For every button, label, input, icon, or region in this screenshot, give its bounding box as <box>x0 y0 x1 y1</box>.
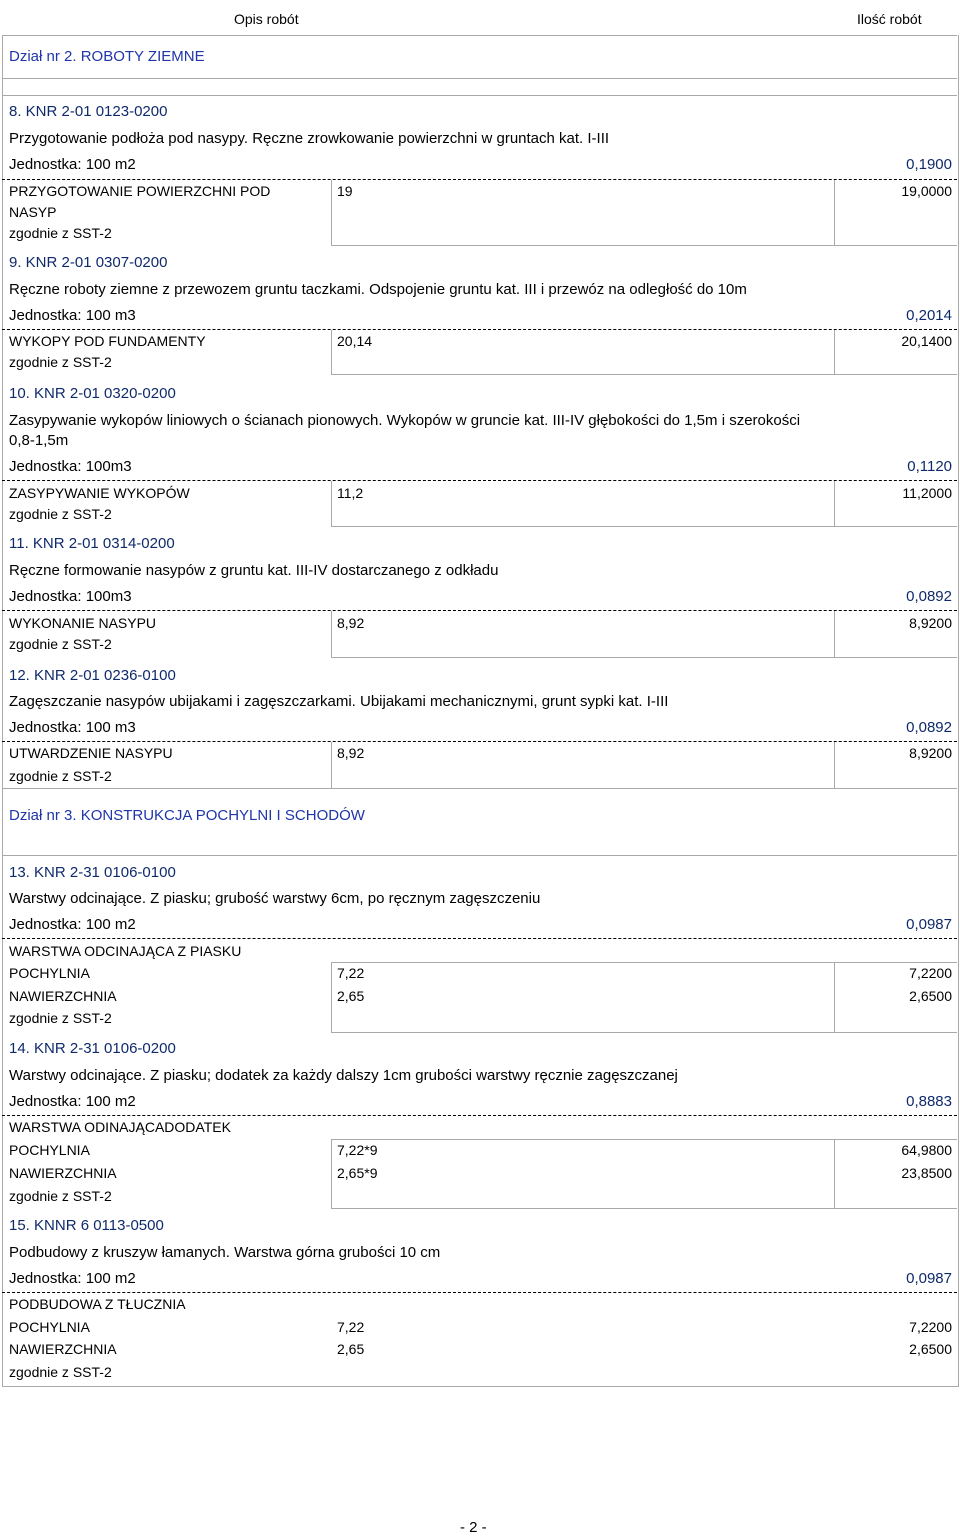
item-code: 15. KNNR 6 0113-0500 <box>9 1217 164 1234</box>
measure-name: NAWIERZCHNIA <box>9 1341 117 1357</box>
measure-formula: 2,65 <box>337 988 365 1004</box>
divider <box>834 1139 835 1209</box>
unit-label: Jednostka: 100 m2 <box>9 1270 136 1287</box>
dashed-separator <box>2 179 957 180</box>
divider <box>331 962 332 1033</box>
divider <box>834 330 835 375</box>
measure-value: 7,2200 <box>909 1319 952 1335</box>
item-note: zgodnie z SST-2 <box>9 354 112 370</box>
divider <box>331 611 332 658</box>
measure-value: 19,0000 <box>901 183 952 199</box>
dashed-separator <box>2 329 957 330</box>
measure-value: 8,9200 <box>909 615 952 631</box>
measure-formula: 7,22 <box>337 965 365 981</box>
unit-quantity: 0,0892 <box>906 588 952 605</box>
measure-value: 7,2200 <box>909 965 952 981</box>
divider <box>331 180 332 246</box>
measure-name: WYKOPY POD FUNDAMENTY <box>9 333 206 349</box>
divider <box>834 481 835 527</box>
item-description-cont: 0,8-1,5m <box>9 432 69 449</box>
item-note: zgodnie z SST-2 <box>9 1010 112 1026</box>
measure-formula: 8,92 <box>337 615 365 631</box>
col-qty-header: Ilość robót <box>857 11 922 27</box>
measure-name: PODBUDOWA Z TŁUCZNIA <box>9 1296 186 1312</box>
measure-value: 8,9200 <box>909 745 952 761</box>
measure-formula: 20,14 <box>337 333 373 349</box>
unit-label: Jednostka: 100 m2 <box>9 916 136 933</box>
unit-label: Jednostka: 100m3 <box>9 588 132 605</box>
divider <box>2 95 957 96</box>
page-number: - 2 - <box>460 1519 487 1536</box>
measure-value: 2,6500 <box>909 988 952 1004</box>
divider <box>834 180 835 246</box>
unit-quantity: 0,0987 <box>906 1270 952 1287</box>
unit-quantity: 0,0892 <box>906 719 952 736</box>
dashed-separator <box>2 741 957 742</box>
divider <box>331 526 957 527</box>
item-description: Zagęszczanie nasypów ubijakami i zagęszczarkami. Ubijakami mechanicznymi, grunt sypki kat. I-III <box>9 693 669 710</box>
unit-label: Jednostka: 100 m3 <box>9 719 136 736</box>
measure-formula: 19 <box>337 183 353 199</box>
item-description: Ręczne formowanie nasypów z gruntu kat. III-IV dostarczanego z odkładu <box>9 562 499 579</box>
divider <box>2 35 957 36</box>
cost-table <box>2 35 959 1387</box>
divider <box>331 1139 332 1209</box>
divider <box>2 78 957 79</box>
divider <box>331 1139 957 1140</box>
measure-name: ZASYPYWANIE WYKOPÓW <box>9 485 190 501</box>
divider <box>834 611 835 658</box>
measure-formula: 2,65*9 <box>337 1165 378 1181</box>
measure-value: 64,9800 <box>901 1142 952 1158</box>
item-description: Przygotowanie podłoża pod nasypy. Ręczne zrowkowanie powierzchni w gruntach kat. I-III <box>9 130 610 147</box>
measure-name: PRZYGOTOWANIE POWIERZCHNI POD <box>9 183 271 199</box>
divider <box>2 855 957 856</box>
divider <box>834 962 835 1033</box>
item-note: zgodnie z SST-2 <box>9 225 112 241</box>
divider <box>331 657 957 658</box>
unit-quantity: 0,2014 <box>906 307 952 324</box>
dashed-separator <box>2 480 957 481</box>
divider <box>331 1208 957 1209</box>
measure-name: WARSTWA ODCINAJĄCA Z PIASKU <box>9 943 242 959</box>
measure-name: WARSTWA ODINAJĄCADODATEK <box>9 1119 231 1135</box>
unit-label: Jednostka: 100m3 <box>9 458 132 475</box>
unit-quantity: 0,1120 <box>907 458 952 475</box>
col-desc-header: Opis robót <box>234 11 299 27</box>
item-code: 12. KNR 2-01 0236-0100 <box>9 667 176 684</box>
divider <box>331 330 332 375</box>
measure-value: 20,1400 <box>901 333 952 349</box>
dashed-separator <box>2 938 957 939</box>
measure-formula: 8,92 <box>337 745 365 761</box>
item-code: 8. KNR 2-01 0123-0200 <box>9 103 168 120</box>
item-code: 9. KNR 2-01 0307-0200 <box>9 254 168 271</box>
unit-label: Jednostka: 100 m2 <box>9 1093 136 1110</box>
measure-name: NAWIERZCHNIA <box>9 1165 117 1181</box>
measure-name: NASYP <box>9 204 57 220</box>
unit-label: Jednostka: 100 m3 <box>9 307 136 324</box>
item-description: Zasypywanie wykopów liniowych o ścianach pionowych. Wykopów w gruncie kat. III-IV głębokości do 1,5m i szerokości <box>9 412 801 429</box>
divider <box>331 481 332 527</box>
item-code: 11. KNR 2-01 0314-0200 <box>9 535 175 552</box>
item-note: zgodnie z SST-2 <box>9 636 112 652</box>
divider <box>331 1032 957 1033</box>
section-title: Dział nr 2. ROBOTY ZIEMNE <box>9 48 205 65</box>
divider <box>331 742 332 789</box>
item-description: Warstwy odcinające. Z piasku; dodatek za każdy dalszy 1cm grubości warstwy ręcznie zagęszczanej <box>9 1067 678 1084</box>
item-description: Warstwy odcinające. Z piasku; grubość warstwy 6cm, po ręcznym zagęszczeniu <box>9 890 541 907</box>
dashed-separator <box>2 1292 957 1293</box>
measure-name: POCHYLNIA <box>9 965 90 981</box>
unit-quantity: 0,0987 <box>906 916 952 933</box>
measure-formula: 7,22 <box>337 1319 365 1335</box>
unit-quantity: 0,8883 <box>906 1093 952 1110</box>
measure-name: POCHYLNIA <box>9 1319 90 1335</box>
divider <box>331 245 957 246</box>
measure-value: 11,2000 <box>902 485 952 501</box>
item-code: 10. KNR 2-01 0320-0200 <box>9 385 176 402</box>
item-note: zgodnie z SST-2 <box>9 1364 112 1380</box>
divider <box>331 374 957 375</box>
item-note: zgodnie z SST-2 <box>9 768 112 784</box>
item-note: zgodnie z SST-2 <box>9 506 112 522</box>
measure-name: POCHYLNIA <box>9 1142 90 1158</box>
unit-label: Jednostka: 100 m2 <box>9 156 136 173</box>
item-description: Podbudowy z kruszyw łamanych. Warstwa górna grubości 10 cm <box>9 1244 441 1261</box>
item-code: 14. KNR 2-31 0106-0200 <box>9 1040 176 1057</box>
item-code: 13. KNR 2-31 0106-0100 <box>9 864 176 881</box>
item-description: Ręczne roboty ziemne z przewozem gruntu taczkami. Odspojenie gruntu kat. III i przewóz na odległość do 10m <box>9 281 747 298</box>
measure-value: 2,6500 <box>909 1341 952 1357</box>
divider <box>834 742 835 789</box>
dashed-separator <box>2 1115 957 1116</box>
section-title: Dział nr 3. KONSTRUKCJA POCHYLNI I SCHODÓW <box>9 807 365 824</box>
dashed-separator <box>2 610 957 611</box>
measure-value: 23,8500 <box>901 1165 952 1181</box>
measure-name: UTWARDZENIE NASYPU <box>9 745 173 761</box>
measure-name: NAWIERZCHNIA <box>9 988 117 1004</box>
unit-quantity: 0,1900 <box>906 156 952 173</box>
measure-formula: 11,2 <box>337 485 364 501</box>
measure-name: WYKONANIE NASYPU <box>9 615 157 631</box>
measure-formula: 2,65 <box>337 1341 365 1357</box>
item-note: zgodnie z SST-2 <box>9 1188 112 1204</box>
divider <box>331 962 957 963</box>
table-header <box>0 0 960 36</box>
measure-formula: 7,22*9 <box>337 1142 378 1158</box>
divider <box>2 788 957 789</box>
